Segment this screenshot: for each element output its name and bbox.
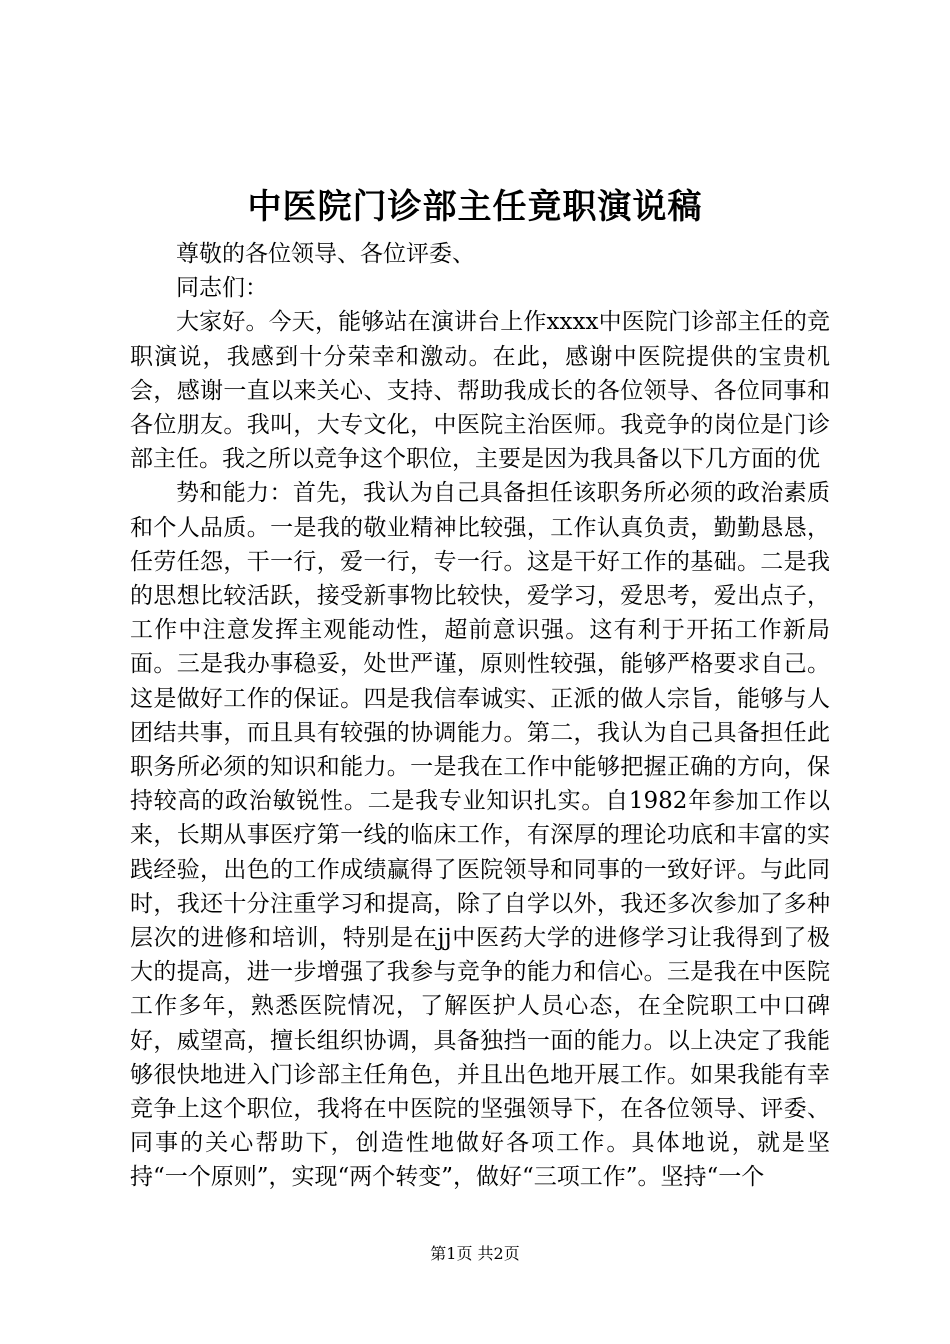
salutation-line-1: 尊敬的各位领导、各位评委、 <box>176 241 475 267</box>
document-body <box>130 237 830 1195</box>
paragraph-greeting: 大家好。今天，能够站在演讲台上作xxxx中医院门诊部主任的竞职演说，我感到十分荣幸和激动。在此，感谢中医院提供的宝贵机会，感谢一直以来关心、支持、帮助我成长的各位领导、各位同事和各位朋友。我叫，大专文化，中医院主治医师。我竞争的岗位是门诊部主任。我之所以竞争这个职位，主要是因为我具备以下几方面的优 <box>130 309 830 473</box>
document-title: 中医院门诊部主任竟职演说稿 <box>247 187 703 227</box>
page-number: 第1页 共2页 <box>430 1244 520 1263</box>
paragraph-qualifications: 势和能力：首先，我认为自己具备担任该职务所必须的政治素质和个人品质。一是我的敬业精神比较强，工作认真负责，勤勤恳恳，任劳任怨，干一行，爱一行，专一行。这是干好工作的基础。二是我的思想比较活跃，接受新事物比较快，爱学习，爱思考，爱出点子，工作中注意发挥主观能动性，超前意识强。这有利于开拓工作新局面。三是我办事稳妥，处世严谨，原则性较强，能够严格要求自己。这是做好工作的保证。四是我信奉诚实、正派的做人宗旨，能够与人团结共事，而且具有较强的协调能力。第二，我认为自己具备担任此职务所必须的知识和能力。一是我在工作中能够把握正确的方向，保持较高的政治敏锐性。二是我专业知识扎实。自1982年参加工作以来，长期从事医疗第一线的临床工作，有深厚的理论功底和丰富的实践经验，出色的工作成绩赢得了医院领导和同事的一致好评。与此同时，我还十分注重学习和提高，除了自学以外，我还多次参加了多种层次的进修和培训，特别是在jj中医药大学的进修学习让我得到了极大的提高，进一步增强了我参与竞争的能力和信心。三是我在中医院工作多年，熟悉医院情况，了解医护人员心态，在全院职工中口碑好，威望高，擅长组织协调，具备独挡一面的能力。以上决定了我能够很快地进入门诊部主任角色，并且出色地开展工作。如果我能有幸竞争上这个职位，我将在中医院的坚强领导下，在各位领导、评委、同事的关心帮助下，创造性地做好各项工作。具体地说，就是坚持“一个原则”，实现“两个转变”，做好“三项工作”。坚持“一个 <box>130 480 830 1191</box>
salutation-line-2: 同志们： <box>176 275 268 302</box>
